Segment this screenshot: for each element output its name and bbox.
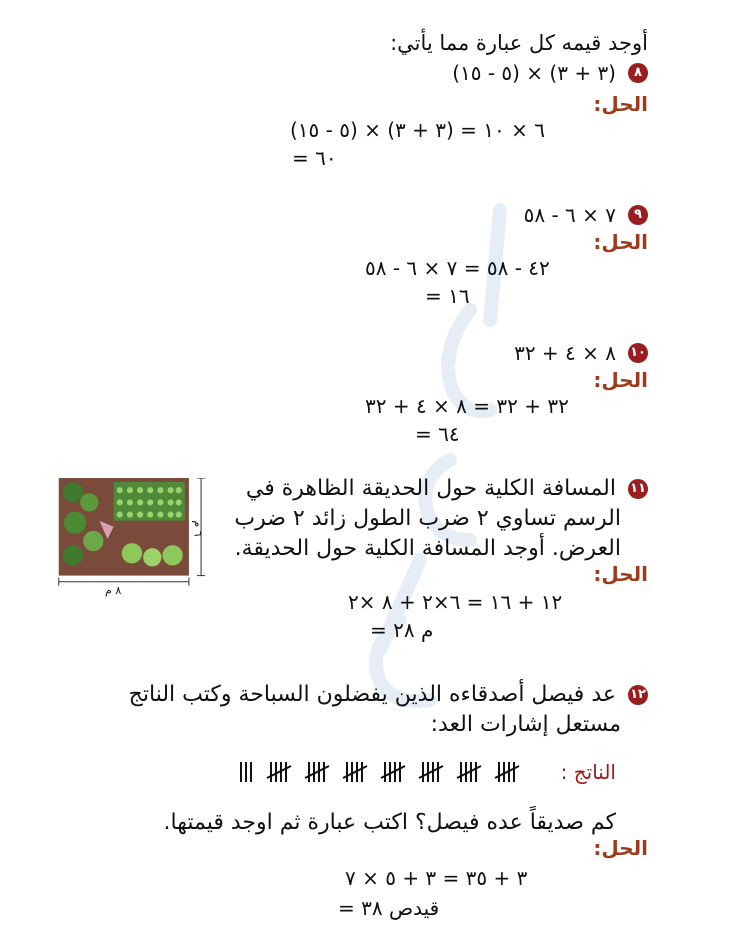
problem-12 [129, 680, 648, 710]
garden-height-label: ٦ م [191, 520, 205, 537]
problem-8-solution-label: الحل: [593, 92, 648, 116]
tally-group [419, 762, 443, 782]
tally-group [381, 762, 405, 782]
tally-marks [239, 760, 543, 784]
problem-11-badge: ١١ [628, 479, 648, 499]
problem-8-step-1: (١٥ - ٥) × (٣ + ٣) = ١٠ × ٦ [290, 118, 545, 142]
problem-10-badge: ١٠ [628, 343, 648, 363]
problem-9-step-1: ٥٨ - ٦ × ٧ = ٥٨ - ٤٢ [365, 256, 550, 280]
problem-8-badge: ٨ [628, 63, 648, 83]
problem-12-question: كم صديقاً عده فيصل؟ اكتب عبارة ثم اوجد قيمتها. [163, 810, 616, 835]
problem-8-step-2: = ٦٠ [292, 146, 337, 170]
problem-11-line-2: الرسم تساوي ٢ ضرب الطول زائد ٢ ضرب [234, 506, 621, 531]
problem-11-step-2: = ٢٨ م [370, 618, 434, 642]
problem-12-line-1: عد فيصل أصدقاءه الذين يفضلون السباحة وكتب الناتج [128, 682, 616, 707]
problem-9 [524, 202, 648, 228]
tally-group [495, 762, 519, 782]
instruction-text: أوجد قيمه كل عبارة مما يأتي: [390, 31, 648, 55]
problem-9-badge: ٩ [628, 205, 648, 225]
problem-10 [514, 340, 648, 366]
result-label: الناتج : [560, 760, 616, 784]
problem-11-line-3: العرض. أوجد المسافة الكلية حول الحديقة. [234, 536, 621, 561]
problem-9-expression: ٥٨ - ٦ × ٧ [523, 203, 616, 227]
tally-group [343, 762, 367, 782]
problem-11-solution-label: الحل: [593, 562, 648, 586]
problem-10-step-2: = ٦٤ [415, 422, 460, 446]
problem-9-solution-label: الحل: [593, 230, 648, 254]
problem-12-step-1: ٧ × ٥ + ٣ = ٣٥ + ٣ [345, 866, 528, 890]
problem-10-expression: ٣٢ + ٤ × ٨ [514, 341, 616, 365]
problem-8 [452, 60, 648, 86]
problem-11 [246, 474, 648, 504]
garden-illustration [55, 478, 215, 600]
tally-row [239, 760, 616, 784]
problem-9-step-2: = ١٦ [425, 284, 470, 308]
problem-12-step-2: = ٣٨ صديق [338, 896, 440, 920]
tally-group [267, 762, 291, 782]
problem-11-step-1: ٢× ٨ + ٢×٦ = ١٦ + ١٢ [348, 590, 563, 614]
problem-10-step-1: ٣٢ + ٤ × ٨ = ٣٢ + ٣٢ [365, 394, 569, 418]
tally-group [305, 762, 329, 782]
problem-8-expression: (١٥ - ٥) × (٣ + ٣) [452, 61, 616, 85]
problem-12-line-2: مستعل إشارات العد: [430, 712, 621, 737]
garden-width-label: ٨ م [105, 584, 122, 597]
problem-11-line-1: المسافة الكلية حول الحديقة الظاهرة في [245, 476, 616, 501]
problem-12-badge: ١٢ [628, 685, 648, 705]
problem-10-solution-label: الحل: [593, 368, 648, 392]
tally-group [457, 762, 481, 782]
problem-12-solution-label: الحل: [593, 836, 648, 860]
tally-svg [239, 760, 543, 784]
